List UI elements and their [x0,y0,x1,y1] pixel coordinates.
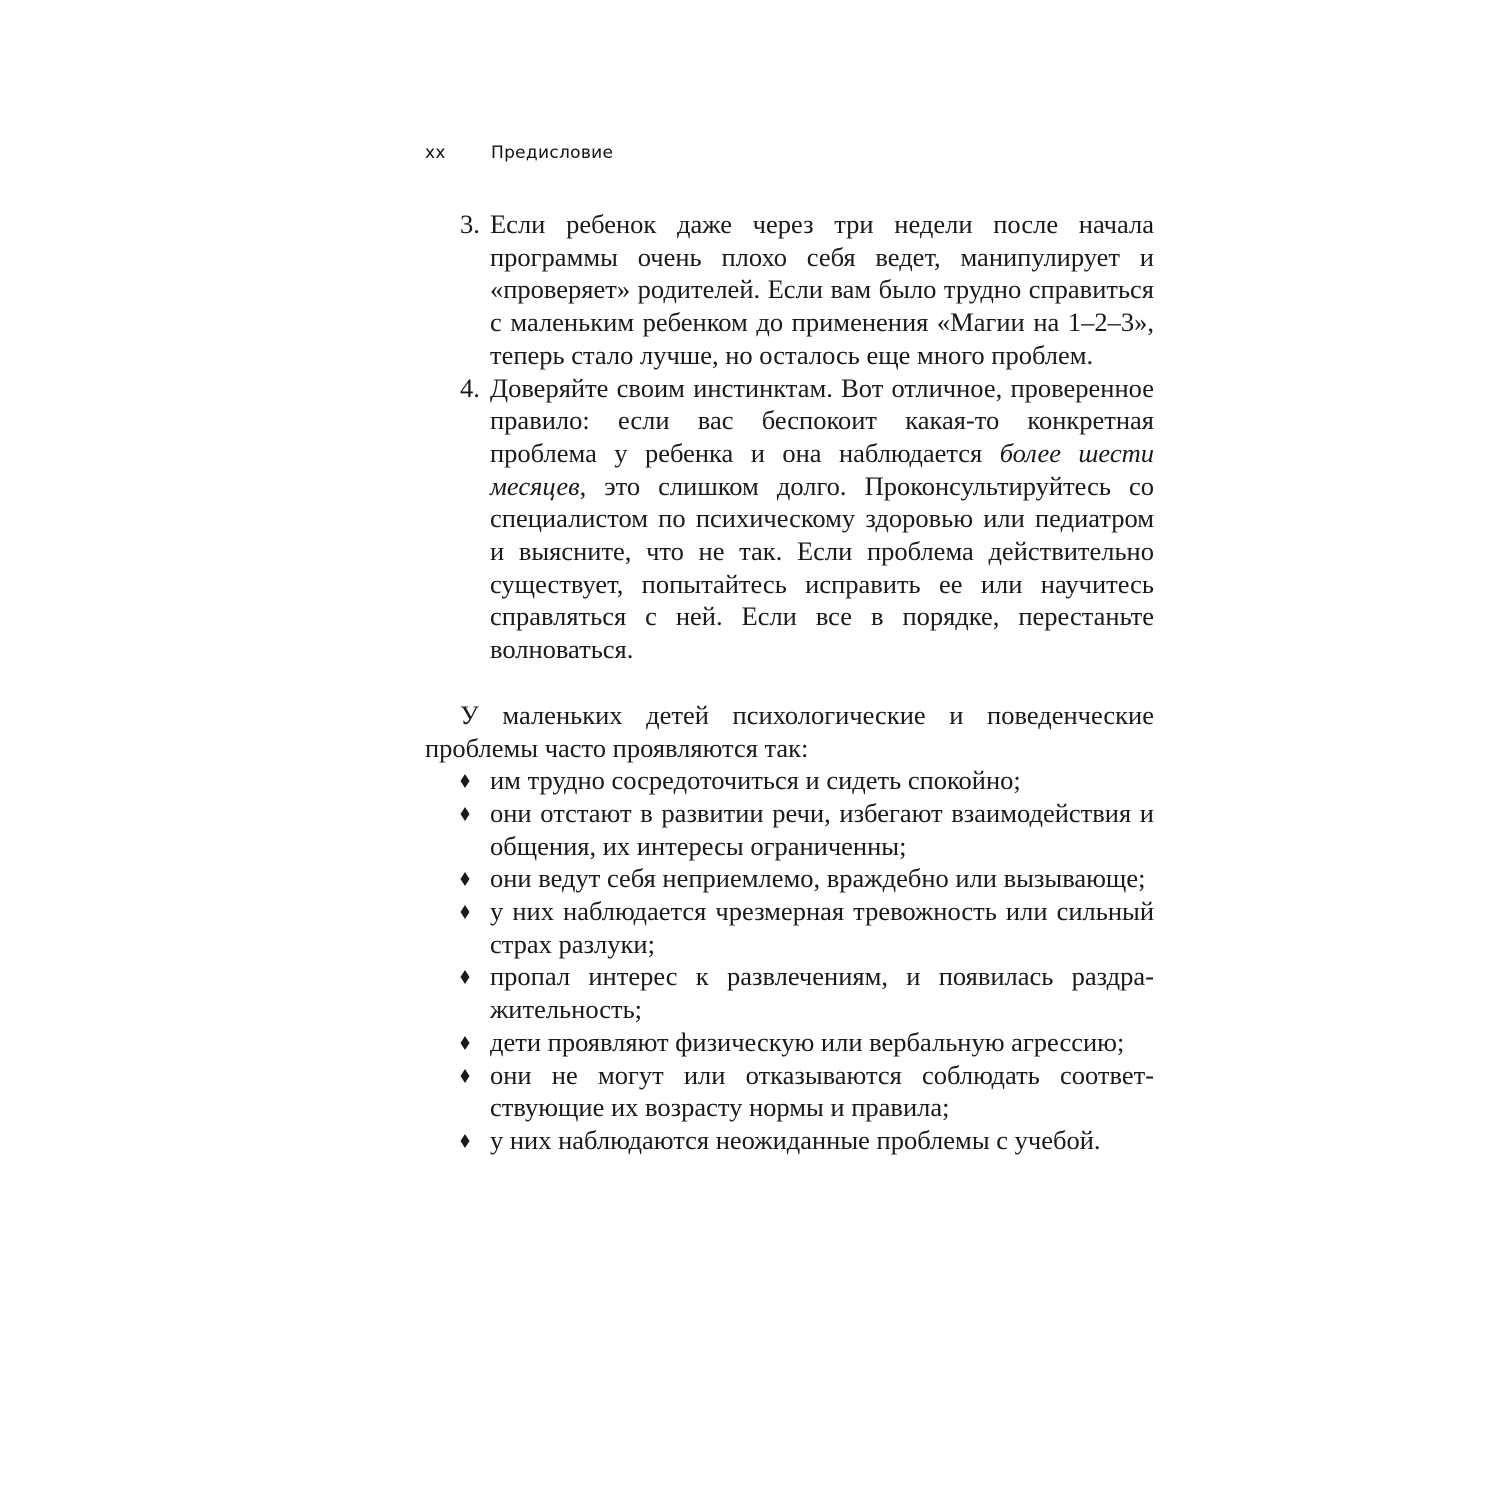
numbered-item-3 [425,208,1154,372]
book-page [425,0,1154,1500]
list-item [425,1124,1154,1157]
section-title: Предисловие [491,143,614,163]
item-text: Если ребенок даже через три недели после начала программы очень плохо себя ведет, манипулирует и «проверяет» родителей. Если вам было трудно справиться с маленьким ребенком до применения «Магии на 1–2–3», теперь стало лучше, но осталось еще много проблем. [490,209,1154,370]
bullet-list [425,764,1154,1156]
body-text [425,208,1154,1157]
list-item [425,960,1154,1025]
bullet-text: дети проявляют физическую или вербальную агрессию; [490,1026,1125,1057]
diamond-bullet-icon [460,1134,470,1148]
item-text-start: Доверяйте своим инстинктам. Вот отличное, проверенное правило: если вас беспокоит какая-то конкретная проблема у ребенка и она наблюдается [490,372,1154,468]
intro-paragraph: У маленьких детей психологические и поведенческие проблемы часто проявляются так: [425,699,1154,763]
item-number: 3. [460,209,480,239]
diamond-bullet-icon [460,970,470,984]
list-item [425,797,1154,862]
list-item [425,1026,1154,1059]
item-number: 4. [460,372,480,403]
diamond-bullet-icon [460,905,470,919]
diamond-bullet-icon [460,774,470,788]
page-number: xx [425,143,446,163]
diamond-bullet-icon [460,1069,470,1083]
list-item [425,1059,1154,1124]
bullet-text: пропал интерес к развлечениям, и появилась раздражительность; [490,961,1154,1025]
bullet-text: у них наблюдаются неожиданные проблемы с учебой. [490,1124,1101,1155]
item-text-emphasis: более шести месяцев [490,437,1154,501]
bullet-text: у них наблюдается чрезмерная тревожность или сильный страх разлуки; [490,896,1154,959]
list-item [425,862,1154,895]
list-item [425,895,1154,960]
diamond-bullet-icon [460,1036,470,1050]
list-item [425,764,1154,797]
bullet-text: им трудно сосредоточиться и сидеть спокойно; [490,765,1021,796]
diamond-bullet-icon [460,807,470,821]
running-head [425,143,613,163]
item-text-end: , это слишком долго. Проконсультируйтесь со специалистом по психическому здоровью или педиатром и выясните, что не так. Если проблема действительно существует, попытайтесь исправить ее или научитесь справляться с ней. Если все в порядке, перестаньте волноваться. [490,470,1154,665]
bullet-text: они отстают в развитии речи, избегают взаимодействия и общения, их интересы ограниченны; [490,797,1154,861]
numbered-list [425,208,1154,666]
numbered-item-4 [425,372,1154,666]
bullet-text: они не могут или отказываются соблюдать соответствующие их возрасту нормы и правила; [490,1059,1154,1123]
bullet-text: они ведут себя неприемлемо, враждебно или вызывающе; [490,863,1146,894]
diamond-bullet-icon [460,872,470,886]
